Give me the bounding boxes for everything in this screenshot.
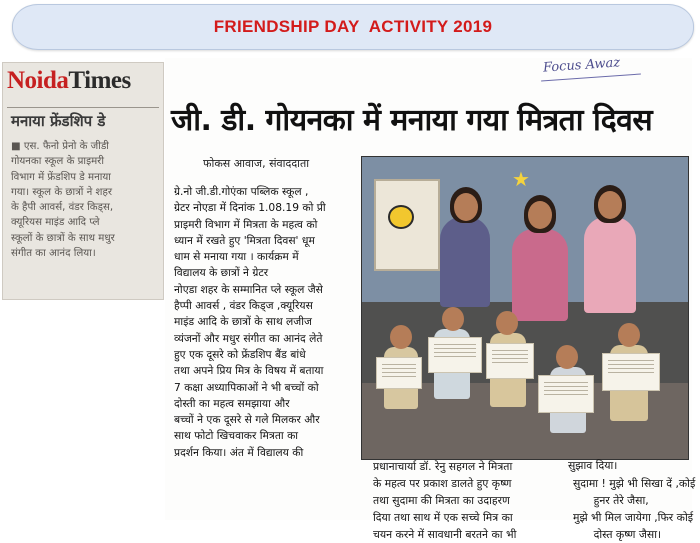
title-banner (12, 4, 694, 50)
friendship-placard (486, 343, 534, 379)
student-head (496, 311, 518, 335)
article-column-2: प्रधानाचार्या डॉ. रेनु सहगल ने मित्रता के महत्व पर प्रकाश डालते हुए कृष्ण तथा सुदामा की मित्रता का उदाहरण दिया तथा साथ में एक सच्चे मित्र का चयन करने में सावधानी बरतने का भी (373, 460, 517, 541)
newspaper-clipping-focus-awaz (165, 55, 696, 541)
handwritten-note: Focus Awaz (542, 55, 621, 76)
student-head (390, 325, 412, 349)
teacher-figure (512, 229, 568, 321)
friendship-placard (602, 353, 660, 391)
bee-decoration (388, 205, 414, 229)
friendship-placard (538, 375, 594, 413)
student-head (618, 323, 640, 347)
article-column-3-lead: सुझाव दिया। (568, 459, 618, 472)
newspaper-clipping-noida-times (2, 62, 164, 300)
star-decoration: ★ (512, 167, 530, 191)
banner-title: FRIENDSHIP DAY ACTIVITY 2019 (213, 17, 493, 36)
teacher-figure (584, 217, 636, 313)
masthead-accent: Times (68, 67, 131, 94)
article-poem: सुदामा ! मुझे भी सिखा दें ,कोई हुनर तेरे जैसा, मुझे भी मिल जायेगा ,फिर कोई दोस्त कृष्ण जैसा। (573, 477, 696, 541)
masthead (7, 67, 131, 95)
event-photo (361, 156, 689, 460)
article-byline: फोकस आवाज, संवाददाता (203, 157, 310, 170)
teacher-head (528, 201, 552, 229)
friendship-placard (376, 357, 422, 389)
article-headline: जी. डी. गोयनका में मनाया गया मित्रता दिवस (171, 103, 653, 138)
teacher-figure (440, 217, 490, 307)
masthead-main: Noida (7, 67, 69, 94)
masthead-rule (7, 107, 159, 108)
article-column-1: ग्रे.नो जी.डी.गोएंका पब्लिक स्कूल , ग्रेटर नोएडा में दिनांक 1.08.19 को प्री प्राइमरी विभाग में मित्रता के महत्व को ध्यान में रखते हुए 'मित्रता दिवस' धूम धाम से मनाया गया । कार्यक्रम में विद्यालय के छात्रों ने ग्रेटर नोएडा शहर के सम्मानित प्ले स्कूल जैसे हैप्पी आवर्स , वंडर किड्ज ,क्यूरियस माइंड आदि के छात्रों के साथ लजीज व्यंजनों और मधुर संगीत का आनंद लेते हुए एक दूसरे को फ्रेंडशिप बैंड बांधे तथा अपने प्रिय मित्र के विषय में बताया 7 कक्षा अध्यापिकाओं ने भी बच्चों को दोस्ती का महत्व समझाया और बच्चों ने एक दूसरे से गले मिलकर और साथ फोटो खिचवाकर मित्रता का प्रदर्शन किया। अंत में विद्यालय की (174, 185, 326, 459)
friendship-placard (428, 337, 482, 373)
student-head (442, 307, 464, 331)
teacher-head (454, 193, 478, 221)
teacher-head (598, 191, 622, 219)
clipping-body: ■ एस. फैनो प्रेनो के जीडी गोयनका स्कूल के प्राइमरी विभाग में फ्रेंडशिप डे मनाया गया। स्कूल के छात्रों ने शहर के हैपी आवर्स, वंडर किड्स, क्यूरियस माइंड आदि प्ले स्कूलों के छात्रों के साथ मधुर संगीत का आनंद लिया। (11, 141, 115, 260)
clipping-headline: मनाया फ्रेंडशिप डे (11, 112, 106, 130)
student-head (556, 345, 578, 369)
